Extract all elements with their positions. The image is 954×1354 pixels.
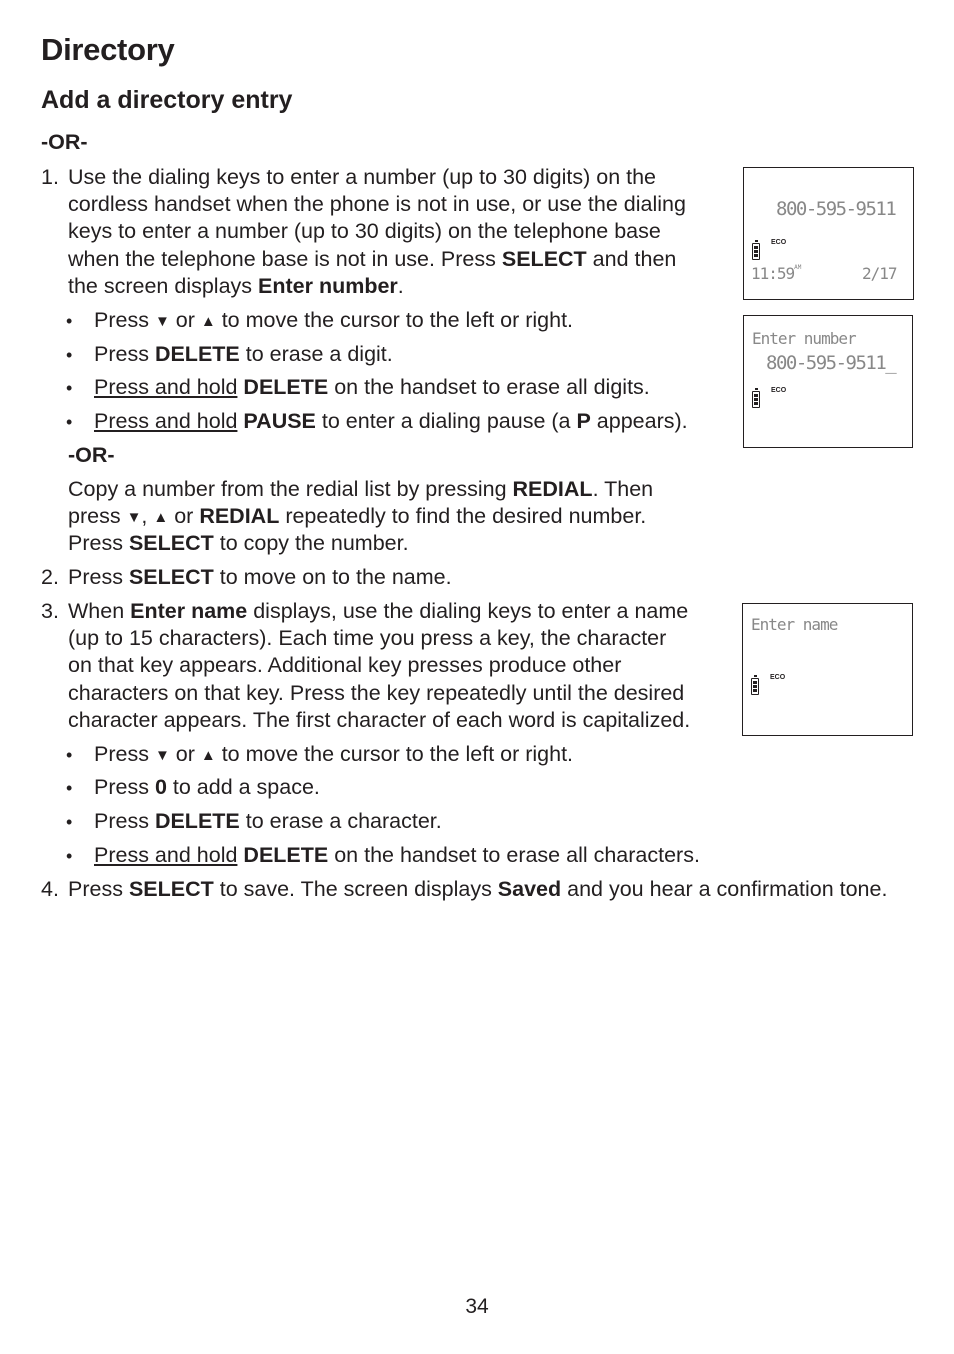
step-text-line: Press SELECT to move on to the name.: [68, 565, 452, 589]
battery-icon: [752, 391, 760, 408]
or-label: -OR-: [41, 130, 88, 154]
step-text-line: characters on that key. Press the key repeatedly until the desired: [68, 681, 685, 705]
step-number: 4.: [41, 877, 59, 901]
bullet-text: Press and hold DELETE on the handset to erase all digits.: [94, 375, 650, 399]
up-arrow-icon: ▲: [153, 509, 169, 526]
screen-prompt: Enter number: [752, 329, 856, 348]
step-number: 1.: [41, 165, 59, 189]
battery-icon: [752, 243, 760, 260]
eco-indicator: ECO: [770, 674, 786, 681]
section-heading: Add a directory entry: [41, 86, 293, 114]
bullet-marker: •: [66, 812, 73, 832]
step-text-line: the screen displays Enter number.: [68, 274, 404, 298]
step-text-line: (up to 15 characters). Each time you press a key, the character: [68, 626, 667, 650]
step-text-line: Press SELECT to save. The screen displays Saved and you hear a confirmation tone.: [68, 877, 888, 901]
bullet-text: Press 0 to add a space.: [94, 775, 320, 799]
step-text-line: When Enter name displays, use the dialing keys to enter a name: [68, 599, 689, 623]
down-arrow-icon: ▼: [154, 747, 170, 764]
step-text-line: keys to enter a number (up to 30 digits) on the telephone base: [68, 219, 661, 243]
step-text-line: Use the dialing keys to enter a number (up to 30 digits) on the: [68, 165, 657, 189]
bullet-marker: •: [66, 345, 73, 365]
eco-indicator: ECO: [771, 387, 787, 394]
page-number: 34: [465, 1295, 489, 1318]
up-arrow-icon: ▲: [200, 313, 216, 330]
step-number: 3.: [41, 599, 59, 623]
screen-prompt: Enter name: [751, 615, 838, 634]
handset-screen-enter-name: [742, 603, 913, 736]
screen-count: 2/17: [862, 264, 897, 283]
screen-time: $11:59^{AM}$: [751, 264, 802, 283]
up-arrow-icon: ▲: [200, 747, 216, 764]
step-number: 2.: [41, 565, 59, 589]
page-title: Directory: [41, 32, 175, 67]
handset-screen-enter-number: [743, 315, 913, 448]
step-text-line: when the telephone base is not in use. Press SELECT and then: [68, 247, 677, 271]
bullet-marker: •: [66, 745, 73, 765]
bullet-text: Press ▼ or ▲ to move the cursor to the left or right.: [94, 742, 574, 766]
handset-screen-idle: [743, 167, 914, 300]
bullet-text: Press DELETE to erase a character.: [94, 809, 442, 833]
step-text-line: Press SELECT to copy the number.: [68, 531, 409, 555]
bullet-text: Press and hold DELETE on the handset to erase all characters.: [94, 843, 700, 867]
bullet-text: Press DELETE to erase a digit.: [94, 342, 393, 366]
or-label: -OR-: [68, 443, 115, 467]
bullet-marker: •: [66, 412, 73, 432]
bullet-marker: •: [66, 778, 73, 798]
screen-number: 800-595-9511: [776, 198, 896, 220]
eco-indicator: ECO: [771, 239, 787, 246]
step-text-line: press ▼, ▲ or REDIAL repeatedly to find the desired number.: [68, 504, 647, 528]
step-text-line: cordless handset when the phone is not in use, or use the dialing: [68, 192, 686, 216]
step-text-line: Copy a number from the redial list by pressing REDIAL. Then: [68, 477, 654, 501]
bullet-text: Press and hold PAUSE to enter a dialing pause (a P appears).: [94, 409, 688, 433]
bullet-marker: •: [66, 846, 73, 866]
step-text-line: on that key appears. Additional key presses produce other: [68, 653, 622, 677]
bullet-marker: •: [66, 311, 73, 331]
down-arrow-icon: ▼: [154, 313, 170, 330]
down-arrow-icon: ▼: [126, 509, 142, 526]
battery-icon: [751, 678, 759, 695]
bullet-marker: •: [66, 378, 73, 398]
step-text-line: character appears. The first character of each word is capitalized.: [68, 708, 691, 732]
bullet-text: Press ▼ or ▲ to move the cursor to the left or right.: [94, 308, 574, 332]
screen-number: 800-595-9511_: [766, 352, 896, 374]
